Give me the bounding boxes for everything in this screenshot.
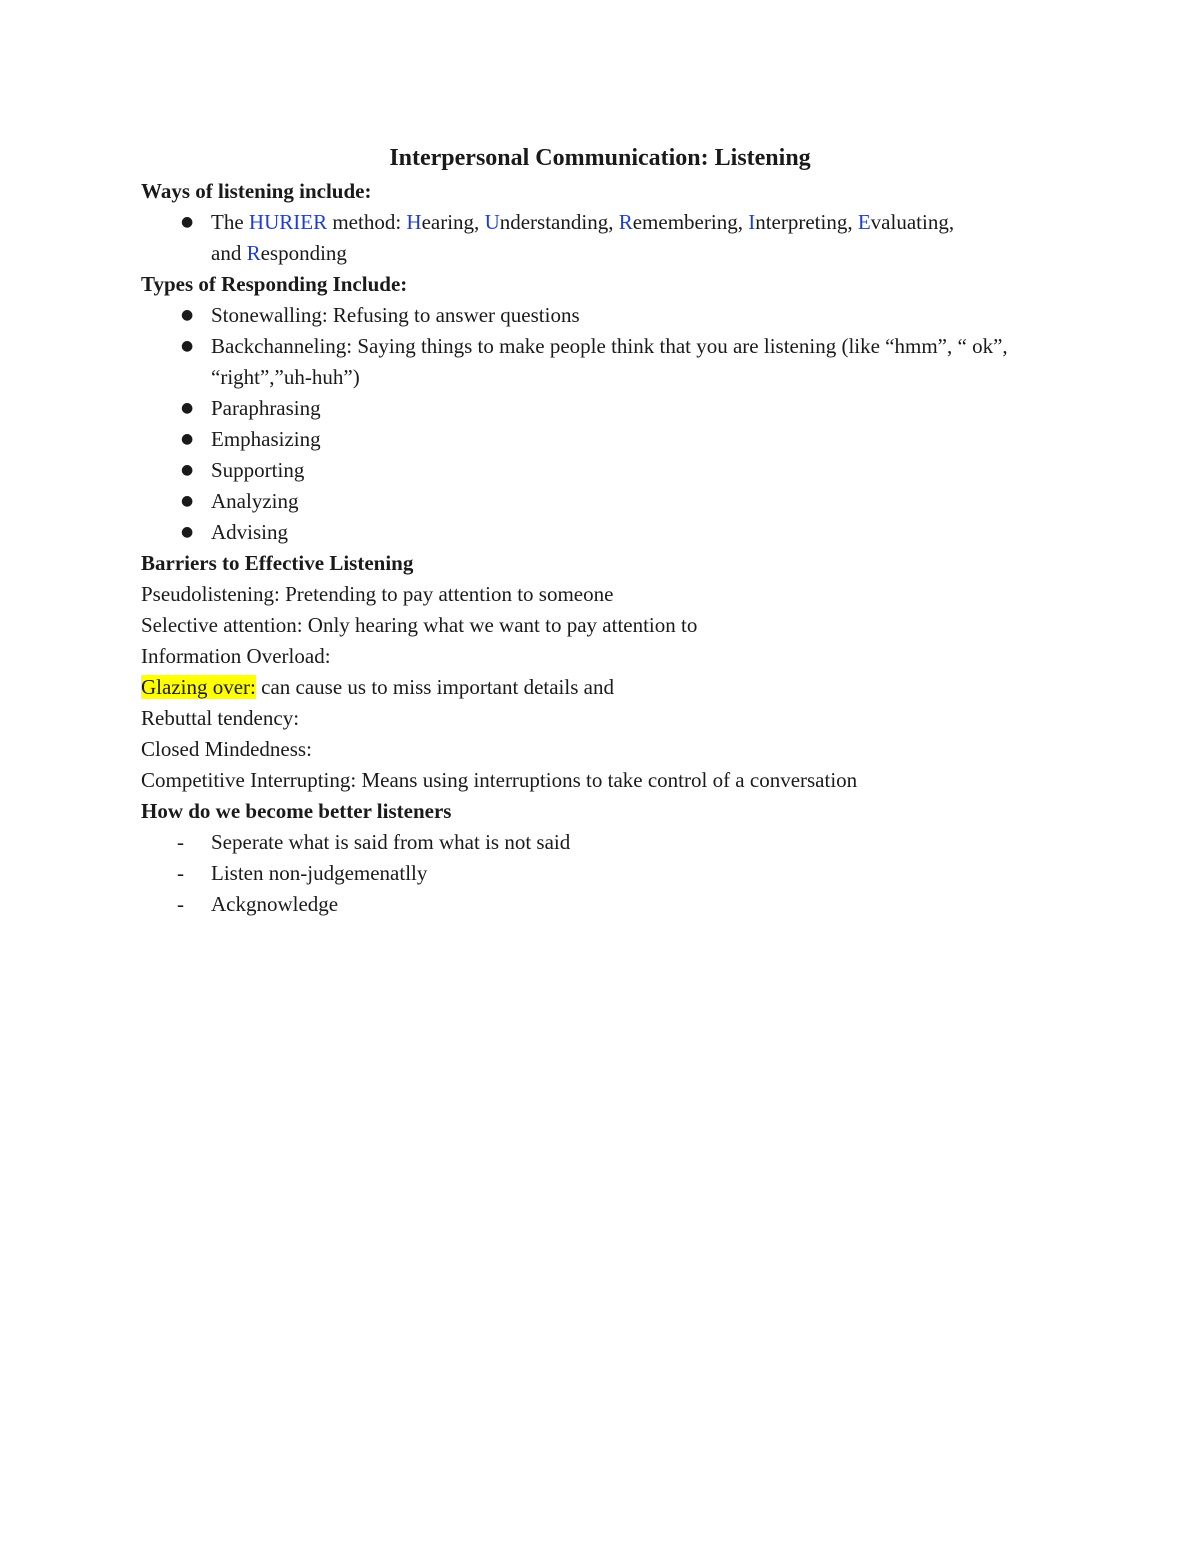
ways-heading: Ways of listening include: (141, 179, 372, 203)
list-item: ● Supporting (141, 455, 1061, 486)
list-item-hurier: ● The HURIER method: Hearing, Understanding, Remembering, Interpreting, Evaluating, and Responding (141, 207, 1061, 269)
bullet-icon: ● (181, 493, 194, 509)
barrier-line-glazing: Glazing over: can cause us to miss important details and (141, 675, 614, 699)
bullet-icon: ● (181, 524, 194, 540)
responding-list (141, 300, 1061, 548)
responding-heading: Types of Responding Include: (141, 272, 408, 296)
bullet-icon: ● (181, 462, 194, 478)
list-item: ● Stonewalling: Refusing to answer questions (141, 300, 1061, 331)
dash-icon: - (177, 830, 184, 854)
barrier-line: Closed Mindedness: (141, 737, 312, 761)
list-item: ● Analyzing (141, 486, 1061, 517)
list-item: ● Paraphrasing (141, 393, 1061, 424)
bullet-icon: ● (181, 400, 194, 416)
barrier-line: Pseudolistening: Pretending to pay attention to someone (141, 582, 614, 606)
highlighted-text: Glazing over: (141, 675, 256, 699)
barrier-line: Rebuttal tendency: (141, 706, 300, 730)
list-item: ● Emphasizing (141, 424, 1061, 455)
barrier-line: Selective attention: Only hearing what we want to pay attention to (141, 613, 698, 637)
better-list (141, 827, 1061, 920)
list-item: - Listen non-judgemenatlly (141, 858, 1061, 889)
barrier-line: Competitive Interrupting: Means using interruptions to take control of a conversation (141, 768, 858, 792)
document-title: Interpersonal Communication: Listening (389, 145, 811, 171)
bullet-icon: ● (181, 338, 194, 354)
bullet-icon: ● (181, 431, 194, 447)
barriers-heading: Barriers to Effective Listening (141, 551, 414, 575)
ways-list (141, 207, 1061, 269)
bullet-icon: ● (181, 214, 194, 230)
dash-icon: - (177, 892, 184, 916)
list-item: - Ackgnowledge (141, 889, 1061, 920)
list-item: ● Advising (141, 517, 1061, 548)
hurier-acronym: HURIER (248, 210, 328, 234)
list-item: - Seperate what is said from what is not said (141, 827, 1061, 858)
list-item: ● Backchanneling: Saying things to make people think that you are listening (like “hmm”, “ ok”, “right”,”uh-huh”) (141, 331, 1061, 393)
better-heading: How do we become better listeners (141, 799, 452, 823)
bullet-icon: ● (181, 307, 194, 323)
document-page (141, 140, 1061, 920)
dash-icon: - (177, 861, 184, 885)
barrier-line: Information Overload: (141, 644, 331, 668)
